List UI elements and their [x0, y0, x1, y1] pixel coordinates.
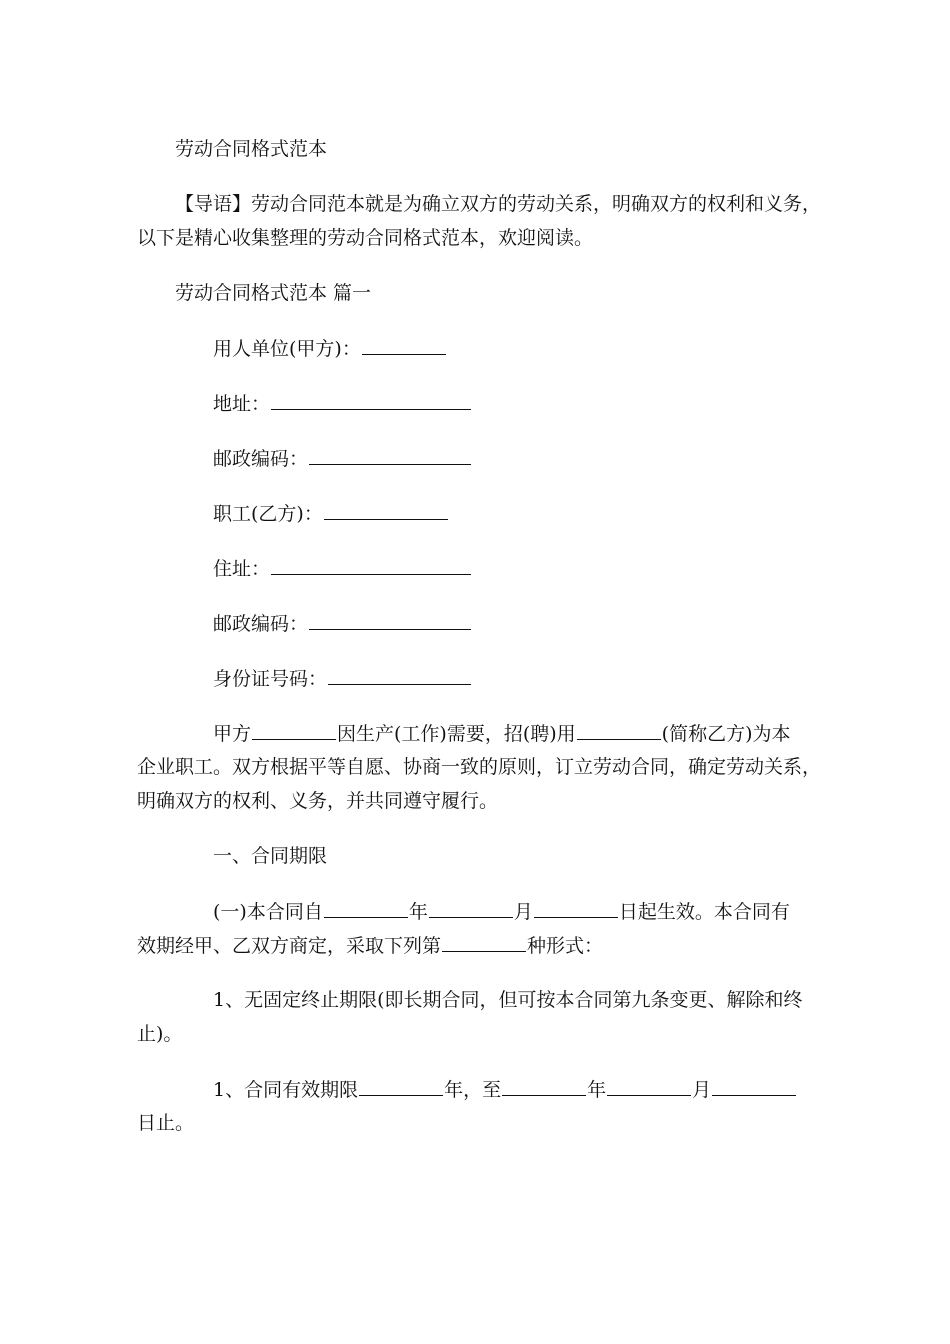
item2-text-a: 1、合同有效期限 [213, 1079, 359, 1101]
employee-name-blank [577, 721, 661, 740]
field-id-number [213, 666, 472, 691]
start-month-blank [429, 899, 513, 918]
form-number-blank [442, 933, 526, 952]
intro-line-1: 【导语】劳动合同范本就是为确立双方的劳动关系，明确双方的权利和义务， [175, 193, 822, 215]
para1-text-c: (简称乙方)为本 [661, 723, 791, 745]
postcode-2-blank [309, 611, 471, 630]
field-postcode-2 [213, 611, 472, 636]
id-number-blank [328, 666, 471, 685]
para2-line-1 [213, 899, 790, 924]
para2-text-a: (一)本合同自 [213, 901, 323, 923]
field-employer-label: 用人单位(甲方)： [213, 338, 361, 360]
residence-blank [271, 556, 471, 575]
field-id-number-label: 身份证号码： [213, 668, 328, 690]
end-year-blank [502, 1077, 586, 1096]
para2-text-e: 效期经甲、乙双方商定，采取下列第 [137, 935, 442, 957]
item2-line-1 [213, 1077, 797, 1102]
para1-text-b: 因生产(工作)需要，招(聘)用 [337, 723, 576, 745]
para1-line-2: 企业职工。双方根据平等自愿、协商一致的原则，订立劳动合同，确定劳动关系， [137, 756, 822, 778]
item1-line-2: 止)。 [137, 1023, 183, 1045]
start-year-blank [324, 899, 408, 918]
item2-line-2: 日止。 [137, 1112, 195, 1134]
party-a-blank [252, 721, 336, 740]
para2-line-2 [137, 933, 603, 958]
field-employer [213, 336, 447, 361]
end-day-blank [712, 1077, 796, 1096]
field-postcode-2-label: 邮政编码： [213, 613, 309, 635]
item1-line-1: 1、无固定终止期限(即长期合同，但可按本合同第九条变更、解除和终 [213, 989, 803, 1011]
field-employee-label: 职工(乙方)： [213, 503, 323, 525]
item2-text-d: 月 [692, 1079, 712, 1101]
document-title: 劳动合同格式范本 [175, 138, 328, 160]
start-day-blank [534, 899, 618, 918]
field-residence-label: 住址： [213, 558, 271, 580]
para2-text-b: 年 [408, 901, 428, 923]
item2-text-b: 年，至 [444, 1079, 502, 1101]
para2-text-d: 日起生效。本合同有 [618, 901, 790, 923]
section-title: 劳动合同格式范本 篇一 [175, 282, 372, 304]
field-residence [213, 556, 472, 581]
para1-line-1 [213, 721, 791, 746]
intro-line-2: 以下是精心收集整理的劳动合同格式范本，欢迎阅读。 [137, 227, 594, 249]
para2-text-f: 种形式： [527, 935, 604, 957]
para2-text-c: 月 [513, 901, 533, 923]
address-blank [271, 391, 471, 410]
field-employee [213, 501, 449, 526]
field-address-label: 地址： [213, 393, 271, 415]
employee-blank [324, 501, 448, 520]
heading-contract-term: 一、合同期限 [213, 845, 328, 867]
term-year-blank [359, 1077, 443, 1096]
para1-text-a: 甲方 [213, 723, 252, 745]
end-month-blank [607, 1077, 691, 1096]
para1-line-3: 明确双方的权利、义务，并共同遵守履行。 [137, 790, 499, 812]
employer-blank [362, 336, 446, 355]
field-postcode-1 [213, 446, 472, 471]
item2-text-c: 年 [587, 1079, 607, 1101]
postcode-1-blank [309, 446, 471, 465]
field-postcode-1-label: 邮政编码： [213, 448, 309, 470]
field-address [213, 391, 472, 416]
